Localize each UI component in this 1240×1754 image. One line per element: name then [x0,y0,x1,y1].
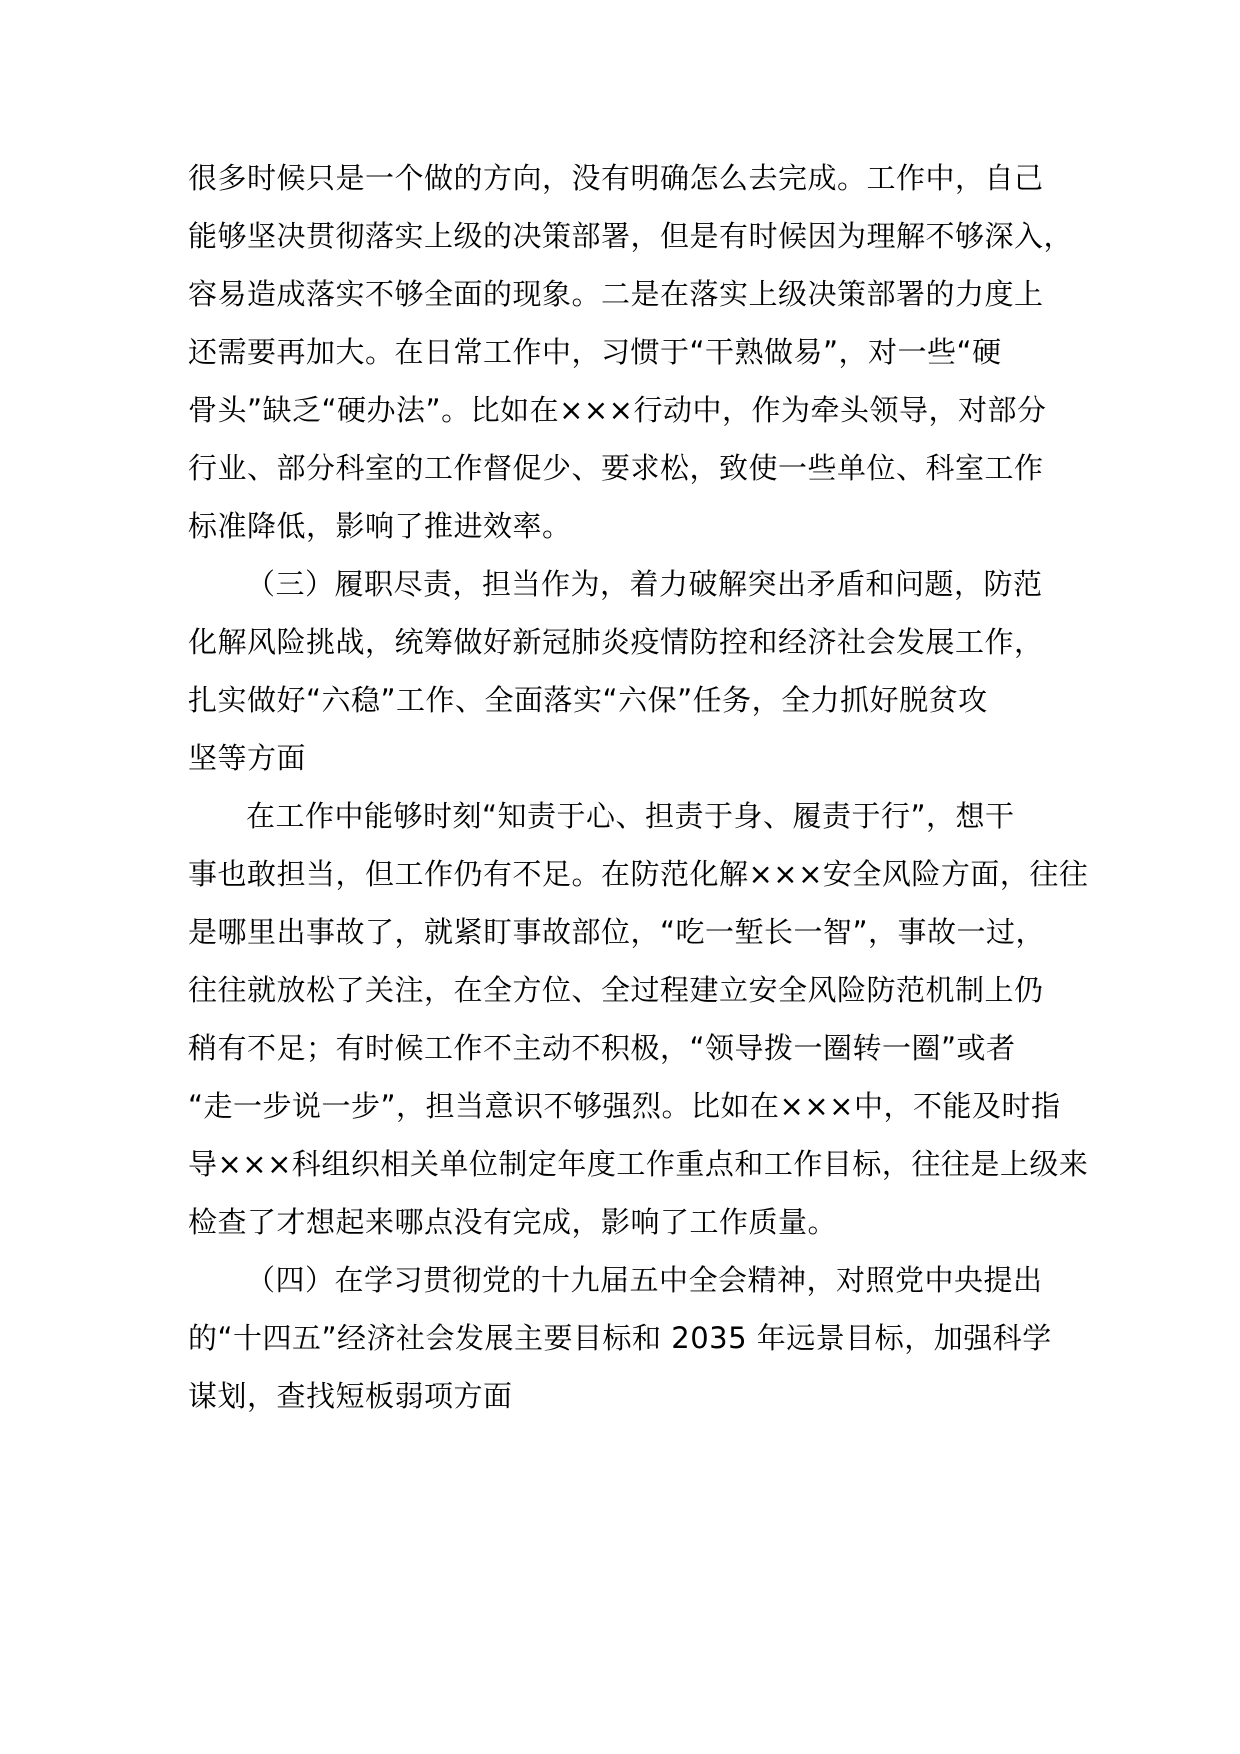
text-line: 能够坚决贯彻落实上级的决策部署，但是有时候因为理解不够深入， [188,219,1074,253]
section-heading-4: （四）在学习贯彻党的十九届五中全会精神，对照党中央提出 [246,1263,1043,1297]
text-line: 的“十四五”经济社会发展主要目标和 2035 年远景目标，加强科学 [188,1321,1052,1355]
text-line: 导×××科组织相关单位制定年度工作重点和工作目标，往往是上级来 [188,1147,1089,1181]
text-line: 标准降低，影响了推进效率。 [188,509,572,543]
text-line: 是哪里出事故了，就紧盯事故部位，“吃一堑长一智”，事故一过， [188,915,1046,949]
text-line: 坚等方面 [188,741,307,775]
text-line: 扎实做好“六稳”工作、全面落实“六保”任务，全力抓好脱贫攻 [188,683,988,717]
text-line: “走一步说一步”，担当意识不够强烈。比如在×××中，不能及时指 [188,1089,1061,1123]
text-line: 往往就放松了关注，在全方位、全过程建立安全风险防范机制上仍 [188,973,1044,1007]
text-line: 容易造成落实不够全面的现象。二是在落实上级决策部署的力度上 [188,277,1044,311]
text-line: 很多时候只是一个做的方向，没有明确怎么去完成。工作中，自己 [188,161,1044,195]
section-heading-3: （三）履职尽责，担当作为，着力破解突出矛盾和问题，防范 [246,567,1043,601]
text-line: 事也敢担当，但工作仍有不足。在防范化解×××安全风险方面，往往 [188,857,1089,891]
text-line: 检查了才想起来哪点没有完成，影响了工作质量。 [188,1205,838,1239]
text-line: 行业、部分科室的工作督促少、要求松，致使一些单位、科室工作 [188,451,1044,485]
paragraph-start: 在工作中能够时刻“知责于心、担责于身、履责于行”，想干 [246,799,1015,833]
text-line: 还需要再加大。在日常工作中，习惯于“干熟做易”，对一些“硬 [188,335,1002,369]
text-line: 谋划，查找短板弱项方面 [188,1379,513,1413]
text-line: 稍有不足；有时候工作不主动不积极，“领导拨一圈转一圈”或者 [188,1031,1016,1065]
text-line: 骨头”缺乏“硬办法”。比如在×××行动中，作为牵头领导，对部分 [188,393,1047,427]
text-line: 化解风险挑战，统筹做好新冠肺炎疫情防控和经济社会发展工作， [188,625,1044,659]
